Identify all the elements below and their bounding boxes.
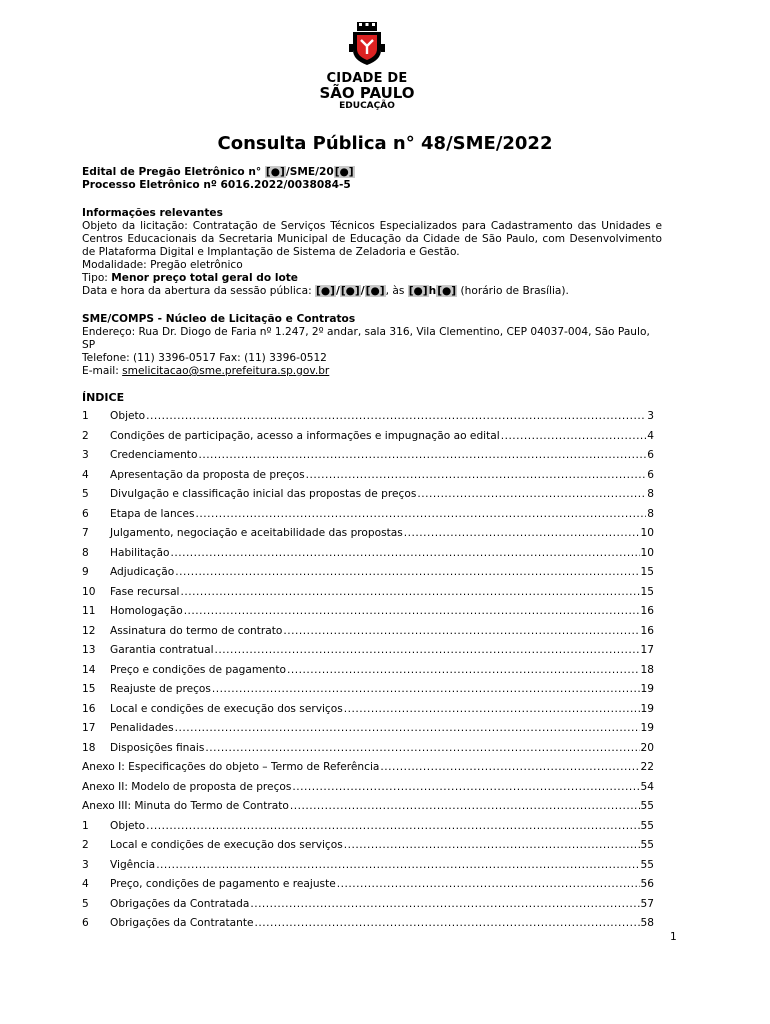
toc-dot-leader xyxy=(306,469,647,481)
toc-dot-leader xyxy=(380,761,639,773)
toc-entry[interactable] xyxy=(82,683,654,703)
toc-entry-title: Disposições finais xyxy=(110,741,205,754)
processo-line: Processo Eletrônico nº 6016.2022/0038084-5 xyxy=(82,179,351,191)
objeto-text: Objeto da licitação: Contratação de Serviços Técnicos Especializados para Cadastramento das Unidades e Centros Educacionais da Secretaria Municipal de Educação da Cidade de São Paulo, com Desenvolvimento de Plataforma Digital e Implantação de Sistema de Zeladoria e Gestão. xyxy=(82,220,662,258)
toc-entry-title: Julgamento, negociação e aceitabilidade das propostas xyxy=(110,527,403,539)
modalidade-text: Modalidade: Pregão eletrônico xyxy=(82,259,243,271)
toc-dot-leader xyxy=(501,430,647,442)
toc-entry[interactable] xyxy=(82,898,654,918)
toc-entry-title: Preço, condições de pagamento e reajuste xyxy=(110,878,336,890)
toc-entry-number: 5 xyxy=(82,488,89,500)
toc-entry-number: 3 xyxy=(82,858,89,871)
toc-entry-title: Garantia contratual xyxy=(110,644,214,656)
toc-entry-page: 10 xyxy=(640,546,654,559)
toc-entry-number: 16 xyxy=(82,702,96,715)
toc-entry[interactable] xyxy=(82,859,654,879)
toc-entry-title: Reajuste de preços xyxy=(110,683,211,695)
email-label: E-mail: xyxy=(82,365,123,377)
toc-entry-page: 15 xyxy=(640,585,654,598)
toc-entry[interactable] xyxy=(82,742,654,762)
toc-entry[interactable] xyxy=(82,410,654,430)
toc-entry-title: Objeto xyxy=(110,819,146,832)
toc-entry[interactable] xyxy=(82,820,654,840)
toc-entry-page: 19 xyxy=(640,722,654,734)
table-of-contents xyxy=(82,410,654,937)
contact-email-line xyxy=(82,365,662,378)
toc-entry-number: 15 xyxy=(82,683,96,695)
data-year: [●] xyxy=(365,285,385,297)
edital-placeholder-2: [●] xyxy=(334,166,354,178)
toc-entry[interactable] xyxy=(82,917,654,937)
toc-entry-title: Preço e condições de pagamento xyxy=(110,663,287,676)
toc-entry[interactable] xyxy=(82,586,654,606)
toc-entry-page: 16 xyxy=(640,605,654,617)
toc-heading: ÍNDICE xyxy=(82,391,125,404)
toc-entry-number: 17 xyxy=(82,722,96,734)
data-label: Data e hora da abertura da sessão pública: xyxy=(82,285,316,297)
toc-entry-title: Anexo I: Especificações do objeto – Termo de Referência xyxy=(82,761,380,773)
data-month: [●] xyxy=(340,285,360,297)
toc-dot-leader xyxy=(170,547,639,559)
toc-dot-leader xyxy=(344,839,640,851)
tipo-label: Tipo: xyxy=(82,272,112,284)
toc-entry-title: Credenciamento xyxy=(110,449,198,461)
toc-dot-leader xyxy=(198,449,646,461)
toc-entry-page: 55 xyxy=(640,839,654,851)
toc-entry-title: Fase recursal xyxy=(110,585,180,598)
toc-entry-page: 55 xyxy=(640,819,654,832)
toc-entry[interactable] xyxy=(82,761,654,781)
info-heading: Informações relevantes xyxy=(82,207,223,219)
toc-entry[interactable] xyxy=(82,605,654,625)
data-sep-2: / xyxy=(360,285,365,297)
toc-entry-title: Local e condições de execução dos serviços xyxy=(110,839,343,851)
toc-entry-title: Obrigações da Contratante xyxy=(110,917,254,929)
toc-entry-page: 55 xyxy=(640,858,654,871)
toc-entry-page: 6 xyxy=(647,468,654,481)
toc-entry-number: 11 xyxy=(82,605,96,617)
toc-entry-number: 18 xyxy=(82,741,96,754)
toc-entry-title: Assinatura do termo de contrato xyxy=(110,624,283,637)
relevant-info xyxy=(82,207,662,298)
toc-entry[interactable] xyxy=(82,839,654,859)
data-hour-sep: h xyxy=(428,285,437,297)
toc-entry-page: 15 xyxy=(640,566,654,578)
data-line xyxy=(82,285,662,298)
toc-entry-number: 6 xyxy=(82,917,89,929)
toc-entry-number: 13 xyxy=(82,644,96,656)
toc-entry-page: 4 xyxy=(647,429,654,442)
toc-dot-leader xyxy=(215,644,640,656)
toc-dot-leader xyxy=(250,898,639,910)
toc-entry-title: Local e condições de execução dos serviços xyxy=(110,702,343,715)
toc-dot-leader xyxy=(181,586,640,598)
toc-entry-number: 4 xyxy=(82,468,89,481)
toc-dot-leader xyxy=(146,410,646,422)
toc-entry-number: 7 xyxy=(82,527,89,539)
tipo-value: Menor preço total geral do lote xyxy=(111,272,298,284)
toc-entry-title: Anexo II: Modelo de proposta de preços xyxy=(82,780,292,793)
toc-entry-title: Condições de participação, acesso a informações e impugnação ao edital xyxy=(110,429,500,442)
toc-entry-number: 14 xyxy=(82,663,96,676)
toc-entry-page: 8 xyxy=(647,488,654,500)
toc-dot-leader xyxy=(283,625,639,637)
page-number: 1 xyxy=(670,931,677,943)
toc-entry-page: 10 xyxy=(640,527,654,539)
contact-phone: Telefone: (11) 3396-0517 Fax: (11) 3396-0512 xyxy=(82,352,327,364)
toc-dot-leader xyxy=(175,566,639,578)
toc-dot-leader xyxy=(292,781,639,793)
toc-entry-title: Penalidades xyxy=(110,722,174,734)
data-day: [●] xyxy=(316,285,335,297)
toc-entry[interactable] xyxy=(82,878,654,898)
toc-entry-page: 54 xyxy=(640,780,654,793)
toc-entry-number: 10 xyxy=(82,585,96,598)
toc-entry[interactable] xyxy=(82,644,654,664)
toc-entry-page: 18 xyxy=(640,663,654,676)
toc-dot-leader xyxy=(287,664,639,676)
toc-entry-number: 8 xyxy=(82,546,89,559)
edital-placeholder-1: [●] xyxy=(265,166,285,178)
header-identifiers xyxy=(82,166,662,192)
toc-entry-page: 17 xyxy=(640,644,654,656)
logo-line-1: CIDADE DE xyxy=(326,71,408,86)
edital-mid: /SME/20 xyxy=(285,166,334,178)
toc-entry-number: 6 xyxy=(82,507,89,520)
toc-entry-title: Objeto xyxy=(110,410,146,422)
contact-heading: SME/COMPS - Núcleo de Licitação e Contratos xyxy=(82,313,356,325)
toc-dot-leader xyxy=(205,742,639,754)
toc-entry[interactable] xyxy=(82,703,654,723)
toc-entry[interactable] xyxy=(82,722,654,742)
toc-entry-page: 57 xyxy=(640,897,654,910)
toc-dot-leader xyxy=(417,488,646,500)
toc-dot-leader xyxy=(175,722,640,734)
toc-dot-leader xyxy=(212,683,640,695)
toc-entry-number: 4 xyxy=(82,878,89,890)
edital-prefix: Edital de Pregão Eletrônico n° xyxy=(82,166,265,178)
toc-entry[interactable] xyxy=(82,625,654,645)
toc-dot-leader xyxy=(344,703,640,715)
toc-entry[interactable] xyxy=(82,488,654,508)
toc-dot-leader xyxy=(337,878,640,890)
data-hour: [●] xyxy=(408,285,428,297)
edital-line xyxy=(82,166,662,179)
toc-entry[interactable] xyxy=(82,547,654,567)
city-logo xyxy=(312,22,422,112)
data-minute: [●] xyxy=(437,285,457,297)
toc-entry-page: 55 xyxy=(640,800,654,812)
toc-dot-leader xyxy=(404,527,640,539)
toc-entry-title: Habilitação xyxy=(110,546,170,559)
toc-dot-leader xyxy=(290,800,640,812)
toc-entry-page: 6 xyxy=(647,449,654,461)
toc-entry-title: Etapa de lances xyxy=(110,507,195,520)
toc-entry-number: 5 xyxy=(82,897,89,910)
data-as: , às xyxy=(385,285,408,297)
toc-entry-page: 8 xyxy=(647,507,654,520)
toc-entry[interactable] xyxy=(82,781,654,801)
toc-entry-number: 1 xyxy=(82,819,89,832)
toc-entry-number: 9 xyxy=(82,566,89,578)
toc-entry-number: 1 xyxy=(82,410,89,422)
logo-line-2: SÃO PAULO xyxy=(319,84,415,102)
toc-entry-page: 58 xyxy=(640,917,654,929)
toc-entry-number: 12 xyxy=(82,624,96,637)
toc-entry[interactable] xyxy=(82,664,654,684)
contact-address: Endereço: Rua Dr. Diogo de Faria nº 1.247, 2º andar, sala 316, Vila Clementino, CEP 04037-004, São Paulo, SP xyxy=(82,326,650,351)
toc-entry[interactable] xyxy=(82,449,654,469)
toc-entry-title: Vigência xyxy=(110,858,156,871)
toc-entry-page: 22 xyxy=(640,761,654,773)
toc-entry-title: Homologação xyxy=(110,605,183,617)
toc-dot-leader xyxy=(255,917,640,929)
toc-entry-number: 3 xyxy=(82,449,89,461)
toc-entry-title: Adjudicação xyxy=(110,566,175,578)
toc-entry-title: Apresentação da proposta de preços xyxy=(110,468,305,481)
toc-entry[interactable] xyxy=(82,800,654,820)
toc-entry[interactable] xyxy=(82,508,654,528)
data-sep-1: / xyxy=(335,285,340,297)
toc-entry-title: Divulgação e classificação inicial das propostas de preços xyxy=(110,488,417,500)
contact-info xyxy=(82,313,662,378)
toc-entry-page: 3 xyxy=(647,410,654,422)
email-link[interactable]: smelicitacao@sme.prefeitura.sp.gov.br xyxy=(122,365,330,377)
page-title: Consulta Pública n° 48/SME/2022 xyxy=(217,133,553,154)
toc-entry[interactable] xyxy=(82,527,654,547)
data-timezone: (horário de Brasília). xyxy=(457,285,569,297)
toc-entry[interactable] xyxy=(82,566,654,586)
toc-dot-leader xyxy=(196,508,647,520)
toc-entry-page: 20 xyxy=(640,741,654,754)
toc-entry-page: 56 xyxy=(640,878,654,890)
toc-entry-title: Anexo III: Minuta do Termo de Contrato xyxy=(82,800,289,812)
toc-entry-number: 2 xyxy=(82,429,89,442)
toc-dot-leader xyxy=(156,859,639,871)
toc-entry[interactable] xyxy=(82,430,654,450)
toc-entry[interactable] xyxy=(82,469,654,489)
toc-entry-page: 16 xyxy=(640,624,654,637)
toc-entry-title: Obrigações da Contratada xyxy=(110,897,250,910)
coat-of-arms-icon xyxy=(347,22,387,66)
toc-entry-page: 19 xyxy=(640,702,654,715)
toc-dot-leader xyxy=(146,820,639,832)
toc-dot-leader xyxy=(184,605,640,617)
logo-line-3: EDUCAÇÃO xyxy=(339,101,395,111)
tipo-line xyxy=(82,272,662,285)
toc-entry-page: 19 xyxy=(640,683,654,695)
toc-entry-number: 2 xyxy=(82,839,89,851)
